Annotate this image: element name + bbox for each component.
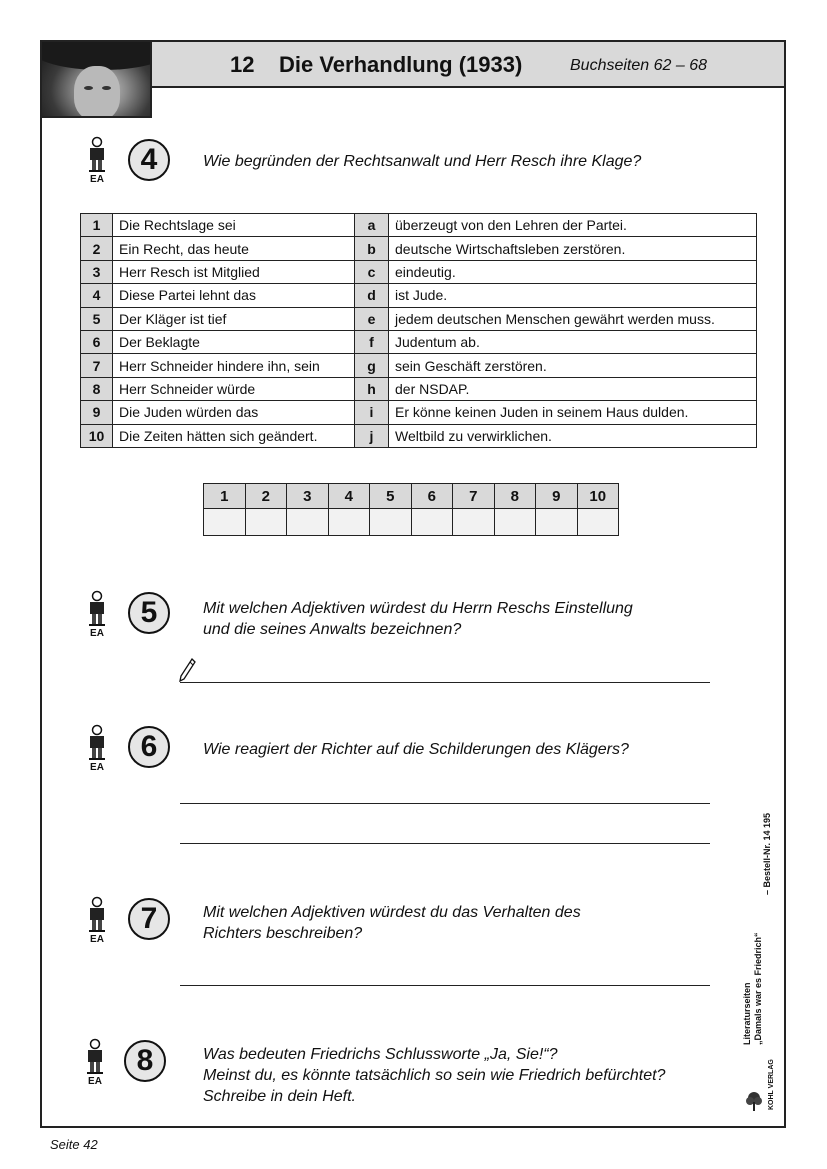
publisher-label: KOHL VERLAG [768,1059,775,1110]
row-letter: j [355,424,389,447]
row-number: 10 [81,424,113,447]
sentence-start: Herr Resch ist Mitglied [113,260,355,283]
chapter-title: Die Verhandlung (1933) [279,52,523,77]
book-pages: Buchseiten 62 – 68 [570,57,707,74]
row-number: 2 [81,237,113,260]
answer-grid-number: 5 [370,484,412,509]
sentence-start: Die Zeiten hätten sich geändert. [113,424,355,447]
answer-grid-cell[interactable] [287,509,329,536]
sentence-start: Der Kläger ist tief [113,307,355,330]
sentence-end: der NSDAP. [389,377,757,400]
answer-grid [203,483,619,536]
question-6: Wie reagiert der Richter auf die Schilderungen des Klägers? [203,741,629,758]
student-figure-icon [86,896,116,946]
row-number: 9 [81,401,113,424]
table-row [81,424,757,447]
sentence-start: Herr Schneider hindere ihn, sein [113,354,355,377]
row-letter: b [355,237,389,260]
row-letter: h [355,377,389,400]
row-letter: g [355,354,389,377]
answer-grid-number: 10 [577,484,619,509]
row-letter: c [355,260,389,283]
sentence-start: Der Beklagte [113,330,355,353]
student-figure-icon [86,136,116,186]
task-number-5: 5 [128,592,170,634]
row-number: 4 [81,284,113,307]
student-figure-icon [86,724,116,774]
ea-label: EA [90,628,104,639]
answer-grid-cell[interactable] [453,509,495,536]
answer-grid-number: 4 [328,484,370,509]
question-4: Wie begründen der Rechtsanwalt und Herr Resch ihre Klage? [203,153,642,170]
sentence-start: Ein Recht, das heute [113,237,355,260]
answer-line[interactable] [180,843,710,844]
task-number-8: 8 [124,1040,166,1082]
sentence-end: Er könne keinen Juden in seinem Haus dulden. [389,401,757,424]
row-number: 8 [81,377,113,400]
sentence-end: ist Jude. [389,284,757,307]
table-row [81,214,757,237]
page-number: Seite 42 [50,1137,98,1152]
task-number-6: 6 [128,726,170,768]
sentence-end: eindeutig. [389,260,757,283]
table-row [81,284,757,307]
task-number-4: 4 [128,139,170,181]
answer-grid-number: 3 [287,484,329,509]
sentence-start: Die Juden würden das [113,401,355,424]
table-row [81,401,757,424]
row-number: 7 [81,354,113,377]
row-letter: a [355,214,389,237]
answer-grid-number: 2 [245,484,287,509]
row-letter: f [355,330,389,353]
sentence-end: jedem deutschen Menschen gewährt werden muss. [389,307,757,330]
answer-grid-cell[interactable] [494,509,536,536]
student-figure-icon [84,1038,114,1088]
table-row [81,307,757,330]
page-frame [40,40,786,1128]
row-number: 1 [81,214,113,237]
row-letter: d [355,284,389,307]
table-row [81,377,757,400]
sentence-start: Herr Schneider würde [113,377,355,400]
answer-grid-number: 1 [204,484,246,509]
answer-grid-cell[interactable] [577,509,619,536]
sentence-end: überzeugt von den Lehren der Partei. [389,214,757,237]
answer-grid-cell[interactable] [536,509,578,536]
table-row [81,354,757,377]
table-row [81,330,757,353]
ea-label: EA [90,934,104,945]
ea-label: EA [90,762,104,773]
answer-grid-number: 6 [411,484,453,509]
tree-logo-icon [745,1090,763,1117]
sentence-start: Die Rechtslage sei [113,214,355,237]
table-row [81,237,757,260]
row-letter: i [355,401,389,424]
row-number: 5 [81,307,113,330]
question-7: Mit welchen Adjektiven würdest du das Verhalten des Richters beschreiben? [203,904,581,942]
answer-line[interactable] [180,803,710,804]
chapter-number: 12 [230,52,255,77]
answer-grid-number: 7 [453,484,495,509]
answer-grid-number: 8 [494,484,536,509]
order-number: – Bestell-Nr. 14 195 [762,812,772,895]
answer-grid-cell[interactable] [204,509,246,536]
table-row [81,260,757,283]
side-book-info: Literaturseiten „Damals war es Friedrich“ [742,932,763,1045]
question-5: Mit welchen Adjektiven würdest du Herrn Reschs Einstellung und die seines Anwalts bezeichnen? [203,600,633,638]
matching-table [80,213,757,448]
answer-grid-number: 9 [536,484,578,509]
sentence-end: sein Geschäft zerstören. [389,354,757,377]
question-8: Was bedeuten Friedrichs Schlussworte „Ja, Sie!“? Meinst du, es könnte tatsächlich so sein wie Friedrich befürchtet? Schreibe in dein Heft. [203,1046,666,1105]
answer-line[interactable] [180,682,710,683]
pencil-icon [178,657,196,690]
sentence-start: Diese Partei lehnt das [113,284,355,307]
row-letter: e [355,307,389,330]
header-photo [40,40,152,118]
sentence-end: Weltbild zu verwirklichen. [389,424,757,447]
student-figure-icon [86,590,116,640]
answer-grid-cell[interactable] [370,509,412,536]
answer-grid-cell[interactable] [245,509,287,536]
task-number-7: 7 [128,898,170,940]
row-number: 3 [81,260,113,283]
answer-grid-cell[interactable] [411,509,453,536]
ea-label: EA [90,174,104,185]
sentence-end: deutsche Wirtschaftsleben zerstören. [389,237,757,260]
ea-label: EA [88,1076,102,1087]
answer-grid-cell[interactable] [328,509,370,536]
sentence-end: Judentum ab. [389,330,757,353]
title-bar [152,42,784,88]
row-number: 6 [81,330,113,353]
answer-line[interactable] [180,985,710,986]
